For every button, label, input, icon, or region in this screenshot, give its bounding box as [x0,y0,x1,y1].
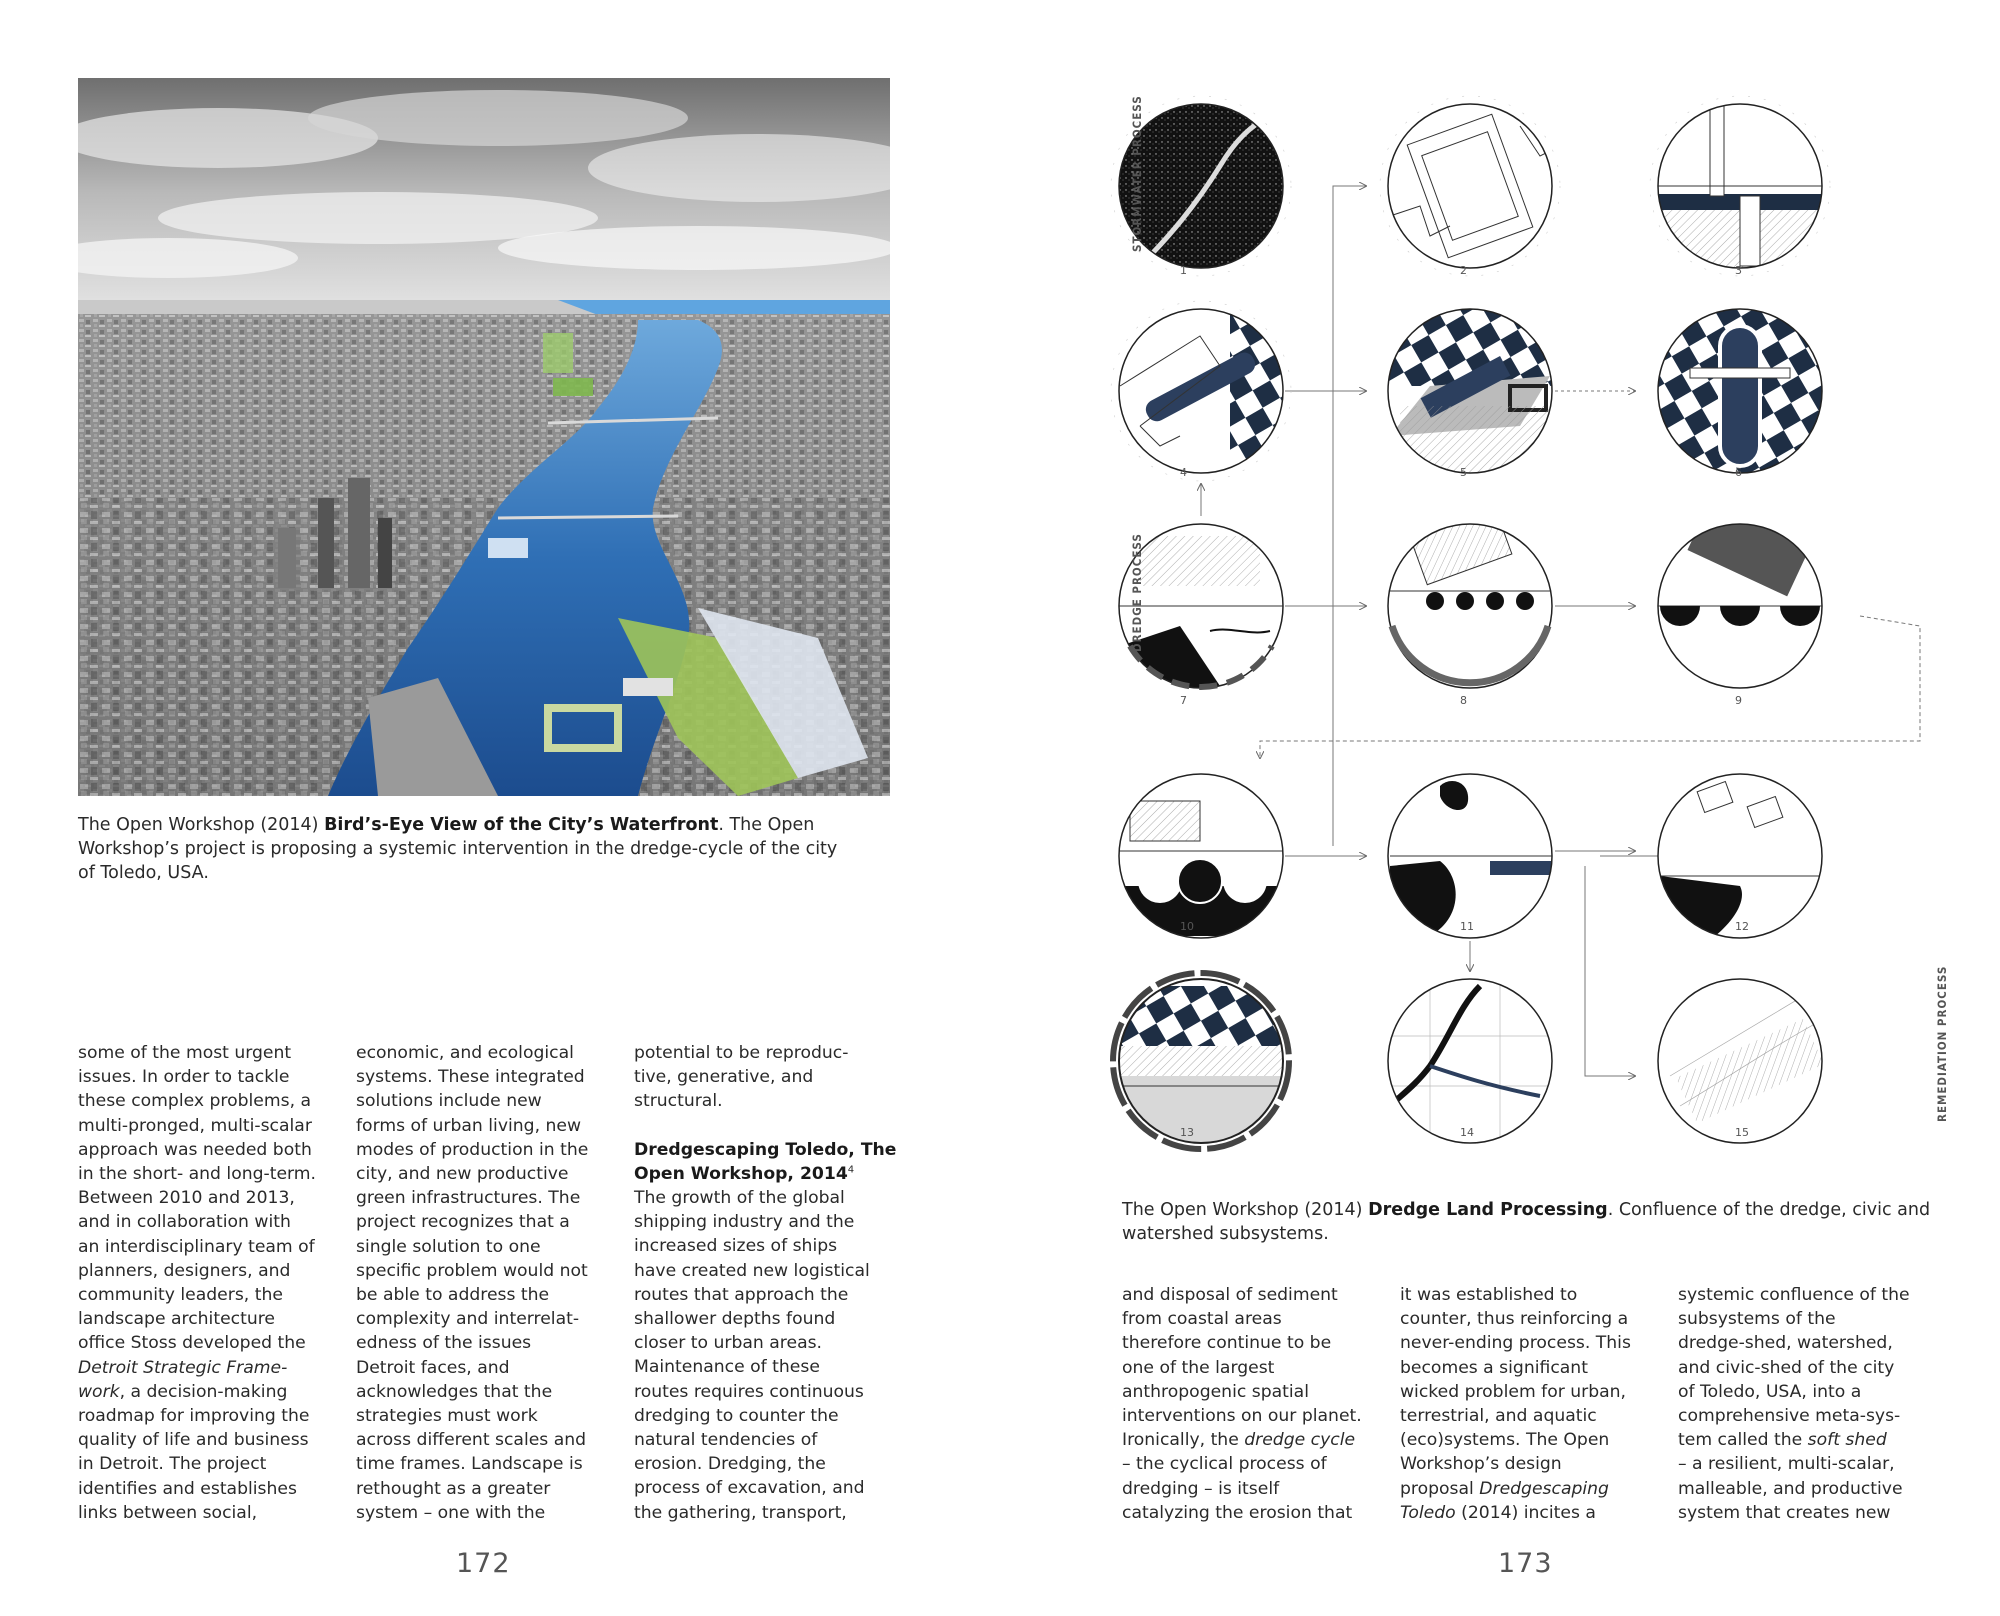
diagram-circle-13 [1113,973,1290,1149]
text-line: one of the largest [1122,1357,1275,1378]
text-line: – the cyclical process of [1122,1454,1327,1475]
caption-title: Bird’s-Eye View of the City’s Waterfront [324,815,719,835]
text-line: Workshop’s design [1400,1454,1562,1475]
text-line: forms of urban living, new [356,1115,582,1136]
text-line: city, and new productive [356,1164,569,1185]
caption-prefix: The Open Workshop (2014) [1122,1200,1369,1220]
left-text-column-3 [634,1041,897,1525]
caption-text: . The Open [718,815,815,835]
text-line: time frames. Landscape is [356,1454,583,1475]
italic-title: Detroit Strategic Frame- [78,1357,288,1378]
text-line: increased sizes of ships [634,1236,838,1257]
stormwater-process-label: STORMWATER PROCESS [1130,95,1144,252]
text-line: economic, and ecological [356,1043,574,1063]
text-line: solutions include new [356,1091,542,1112]
text-line: terrestrial, and aquatic [1400,1406,1597,1427]
remediation-process-label: REMEDIATION PROCESS [1935,965,1949,1122]
diagram-circle-15 [1658,979,1830,1143]
text-line: acknowledges that the [356,1381,553,1402]
left-text-column-1 [78,1041,336,1525]
diagram-number: 13 [1180,1126,1194,1139]
caption-text: of Toledo, USA. [78,863,209,883]
text-line: counter, thus reinforcing a [1400,1309,1629,1330]
diagram-circle-4 [1111,301,1310,486]
page-number-right: 173 [1498,1548,1553,1579]
text-line: green infrastructures. The [356,1188,581,1209]
dredge-land-processing-diagram [1100,86,1940,1166]
text-line: modes of production in the [356,1139,589,1160]
text-line: catalyzing the erosion that [1122,1502,1353,1523]
text-line: approach was needed both [78,1139,312,1160]
dredge-process-label: DREDGE PROCESS [1130,533,1144,652]
text-line: system that creates new [1678,1502,1891,1523]
waterfront-aerial-photo [78,78,890,796]
text-line: these complex problems, a [78,1091,312,1112]
diagram-circle-2 [1380,96,1560,276]
diagram-number: 10 [1180,920,1194,933]
text-line: erosion. Dredging, the [634,1454,826,1475]
diagram-circle-11 [1388,774,1560,938]
text-line: Maintenance of these [634,1357,820,1378]
diagram-circle-8 [1385,502,1555,688]
text-line: becomes a significant [1400,1357,1588,1378]
text-line: in Detroit. The project [78,1454,267,1475]
photo-caption [78,813,908,885]
footnote-marker: 4 [847,1164,855,1176]
text-line: it was established to [1400,1285,1578,1305]
text-line: closer to urban areas. [634,1333,823,1354]
text-line: single solution to one [356,1236,541,1257]
text-line: and in collaboration with [78,1212,291,1233]
text-line: strategies must work [356,1406,538,1427]
text-line: potential to be reproduc- [634,1043,849,1063]
text-line: an interdisciplinary team of [78,1236,315,1257]
text-line: process of excavation, and [634,1478,865,1499]
diagram-number: 6 [1735,466,1742,479]
text-line: project recognizes that a [356,1212,570,1233]
text-line: anthropogenic spatial [1122,1381,1309,1402]
text-line: quality of life and business [78,1430,309,1451]
text-line: identifies and establishes [78,1478,297,1499]
diagram-circle-3 [1650,96,1830,276]
text-line: – a resilient, multi-scalar, [1678,1454,1895,1475]
diagram-number: 12 [1735,920,1749,933]
text-line: dredge-shed, watershed, [1678,1333,1893,1354]
text-line: routes requires continuous [634,1381,864,1402]
caption-text: Workshop’s project is proposing a systemic intervention in the dredge-cycle of the city [78,839,838,859]
text-line: therefore continue to be [1122,1333,1332,1354]
text-line: complexity and interrelat- [356,1309,580,1330]
text-line: subsystems of the [1678,1309,1836,1330]
diagram-number: 1 [1180,264,1187,277]
text-line: have created new logistical [634,1260,870,1281]
diagram-number: 8 [1460,694,1467,707]
text-line: never-ending process. This [1400,1333,1631,1354]
diagram-number: 11 [1460,920,1474,933]
section-heading: Dredgescaping Toledo, The [634,1139,897,1160]
text-line: (eco)systems. The Open [1400,1430,1610,1451]
text-line: of Toledo, USA, into a [1678,1381,1862,1402]
diagram-number: 5 [1460,466,1467,479]
text-line: specific problem would not [356,1260,588,1281]
diagram-circle-14 [1388,976,1552,1146]
italic-term: dredge cycle [1244,1430,1356,1451]
page-number-left: 172 [456,1548,511,1579]
text-line: comprehensive meta-sys- [1678,1406,1901,1427]
text-line: shipping industry and the [634,1212,855,1233]
italic-term: soft shed [1807,1430,1887,1451]
text-line: The growth of the global [634,1188,845,1209]
diagram-number: 15 [1735,1126,1749,1139]
text-line: issues. In order to tackle [78,1067,290,1088]
text-line: across different scales and [356,1430,587,1451]
diagram-number: 2 [1460,264,1467,277]
text-line: Ironically, the [1122,1430,1245,1451]
diagram-number: 9 [1735,694,1742,707]
text-line: community leaders, the [78,1285,283,1306]
text-line: be able to address the [356,1285,550,1306]
text-line: edness of the issues [356,1333,532,1354]
text-line: dredging – is itself [1122,1478,1280,1499]
text-line: landscape architecture [78,1309,275,1330]
diagram-number: 14 [1460,1126,1474,1139]
diagram-circle-6 [1640,306,1840,486]
caption-text: watershed subsystems. [1122,1224,1329,1244]
right-text-column-3 [1678,1283,1936,1525]
diagram-number: 4 [1180,466,1187,479]
italic-title: work [78,1381,120,1402]
right-page [1000,0,2000,1616]
text-line: malleable, and productive [1678,1478,1903,1499]
text-line: roadmap for improving the [78,1406,310,1427]
text-line: interventions on our planet. [1122,1406,1362,1427]
caption-prefix: The Open Workshop (2014) [78,815,325,835]
caption-text: . Confluence of the dredge, civic and [1607,1200,1931,1220]
text-line: and civic-shed of the city [1678,1357,1895,1378]
text-line: Detroit faces, and [356,1357,510,1378]
text-line: links between social, [78,1502,258,1523]
text-line: from coastal areas [1122,1309,1282,1330]
section-heading: Open Workshop, 2014 [634,1163,848,1184]
text-line: natural tendencies of [634,1430,818,1451]
right-text-column-1 [1122,1283,1380,1525]
text-line: Between 2010 and 2013, [78,1188,295,1209]
text-line: tem called the [1678,1430,1808,1451]
text-line: office Stoss developed the [78,1333,306,1354]
text-line: systems. These integrated [356,1067,585,1088]
text-line: multi-pronged, multi-scalar [78,1115,312,1136]
text-line: some of the most urgent [78,1043,292,1063]
diagram-circle-9 [1655,496,1825,688]
text-line: wicked problem for urban, [1400,1381,1627,1402]
right-text-column-2 [1400,1283,1658,1525]
text-line: , a decision-making [119,1381,288,1402]
text-line: routes that approach the [634,1284,849,1305]
diagram-circle-10 [1115,774,1290,938]
process-diagram-svg [1100,86,1940,1166]
text-line: (2014) incites a [1455,1502,1596,1523]
text-line: proposal [1400,1478,1480,1499]
text-line: and disposal of sediment [1122,1285,1338,1305]
diagram-caption [1122,1198,1972,1246]
text-line: systemic confluence of the [1678,1285,1910,1305]
text-line: dredging to counter the [634,1405,839,1426]
diagram-number: 7 [1180,694,1187,707]
text-line: structural. [634,1091,723,1112]
left-text-column-2 [356,1041,614,1525]
text-line: the gathering, transport, [634,1502,847,1523]
italic-title: Dredgescaping [1479,1478,1609,1499]
text-line: system – one with the [356,1502,546,1523]
text-line: rethought as a greater [356,1478,551,1499]
aerial-photo-illustration [78,78,890,796]
italic-title: Toledo [1400,1502,1456,1523]
diagram-circle-5 [1360,286,1580,486]
diagram-number: 3 [1735,264,1742,277]
text-line: in the short- and long-term. [78,1164,317,1185]
caption-title: Dredge Land Processing [1368,1200,1608,1220]
text-line: shallower depths found [634,1309,836,1330]
text-line: planners, designers, and [78,1260,291,1281]
text-line: tive, generative, and [634,1067,814,1088]
